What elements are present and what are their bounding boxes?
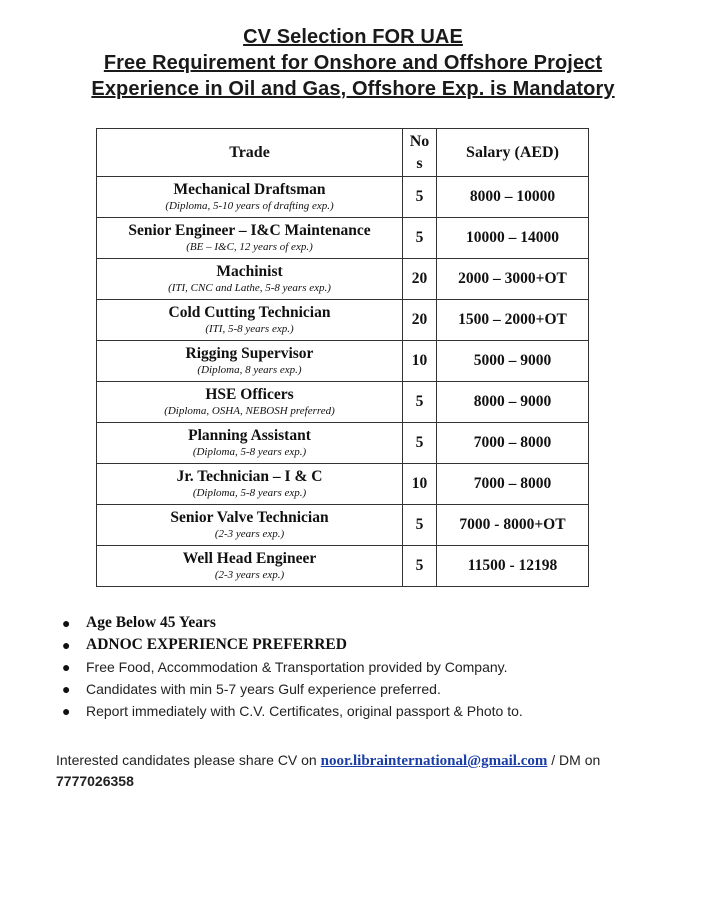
heading-requirement: Free Requirement for Onshore and Offshore Project	[103, 52, 603, 74]
table-header-row	[97, 129, 589, 177]
cell-trade	[97, 505, 403, 546]
contact-line	[56, 750, 656, 791]
cell-nos: 5	[403, 177, 437, 218]
cell-trade	[97, 218, 403, 259]
trade-name: Cold Cutting Technician	[168, 304, 331, 321]
note-text: ADNOC EXPERIENCE PREFERRED	[86, 636, 347, 653]
table-row	[97, 546, 589, 587]
trade-requirement: (ITI, 5-8 years exp.)	[205, 323, 294, 335]
cell-trade	[97, 177, 403, 218]
heading-cv-selection: CV Selection FOR UAE	[243, 26, 463, 48]
cell-salary: 2000 – 3000+OT	[437, 259, 589, 300]
cell-trade	[97, 546, 403, 587]
cell-salary: 10000 – 14000	[437, 218, 589, 259]
cell-nos: 5	[403, 218, 437, 259]
cell-salary: 1500 – 2000+OT	[437, 300, 589, 341]
cell-trade	[97, 423, 403, 464]
cell-trade	[97, 341, 403, 382]
bullet-icon: ●	[62, 659, 71, 675]
trade-requirement: (ITI, CNC and Lathe, 5-8 years exp.)	[168, 282, 331, 294]
note-text: Report immediately with C.V. Certificates, original passport & Photo to.	[86, 703, 523, 719]
list-item	[62, 678, 682, 700]
contact-prefix: Interested candidates please share CV on	[56, 752, 321, 768]
trade-requirement: (Diploma, 5-8 years exp.)	[192, 446, 307, 458]
table-row	[97, 341, 589, 382]
cell-nos: 5	[403, 382, 437, 423]
cell-nos: 5	[403, 505, 437, 546]
heading-experience: Experience in Oil and Gas, Offshore Exp. is Mandatory	[91, 78, 615, 100]
trade-requirement: (Diploma, 5-10 years of drafting exp.)	[165, 200, 334, 212]
table-body	[97, 177, 589, 587]
header-nos-line1: No	[409, 132, 430, 150]
trade-name: Senior Valve Technician	[170, 509, 329, 526]
cell-nos: 10	[403, 341, 437, 382]
table-row	[97, 300, 589, 341]
cell-nos: 5	[403, 423, 437, 464]
trade-requirement: (BE – I&C, 12 years of exp.)	[186, 241, 313, 253]
cell-trade	[97, 464, 403, 505]
contact-middle: / DM on	[547, 752, 601, 768]
cell-nos: 20	[403, 259, 437, 300]
trade-name: Machinist	[216, 263, 283, 280]
list-item	[62, 700, 682, 722]
cell-trade	[97, 382, 403, 423]
trade-requirement: (Diploma, OSHA, NEBOSH preferred)	[164, 405, 335, 417]
cell-trade	[97, 259, 403, 300]
cell-salary: 7000 – 8000	[437, 464, 589, 505]
note-text: Candidates with min 5-7 years Gulf experience preferred.	[86, 681, 441, 697]
list-item	[62, 634, 682, 656]
note-text: Age Below 45 Years	[86, 614, 216, 631]
cell-salary: 11500 - 12198	[437, 546, 589, 587]
trade-name: Mechanical Draftsman	[173, 181, 326, 198]
trade-name: Well Head Engineer	[182, 550, 317, 567]
trade-requirement: (Diploma, 8 years exp.)	[197, 364, 302, 376]
table-row	[97, 218, 589, 259]
jobs-table	[96, 128, 589, 587]
table-row	[97, 505, 589, 546]
table-row	[97, 464, 589, 505]
header-nos	[403, 129, 437, 177]
table-row	[97, 382, 589, 423]
phone-number: 7777026358	[56, 773, 134, 789]
header-trade: Trade	[97, 129, 403, 177]
bullet-icon: ●	[62, 681, 71, 697]
bullet-icon: ●	[62, 637, 71, 653]
table-row	[97, 423, 589, 464]
header-nos-line2: s	[416, 154, 423, 172]
cell-salary: 7000 - 8000+OT	[437, 505, 589, 546]
trade-name: Planning Assistant	[188, 427, 311, 444]
list-item	[62, 656, 682, 678]
cell-salary: 5000 – 9000	[437, 341, 589, 382]
note-text: Free Food, Accommodation & Transportation provided by Company.	[86, 659, 508, 675]
email-link[interactable]: noor.librainternational@gmail.com	[320, 753, 548, 769]
trade-requirement: (Diploma, 5-8 years exp.)	[192, 487, 307, 499]
cell-nos: 20	[403, 300, 437, 341]
trade-requirement: (2-3 years exp.)	[214, 528, 285, 540]
cell-nos: 10	[403, 464, 437, 505]
cell-nos: 5	[403, 546, 437, 587]
header-salary: Salary (AED)	[437, 129, 589, 177]
cell-trade	[97, 300, 403, 341]
cell-salary: 8000 – 9000	[437, 382, 589, 423]
trade-name: Jr. Technician – I & C	[176, 468, 323, 485]
trade-requirement: (2-3 years exp.)	[214, 569, 285, 581]
list-item	[62, 612, 682, 634]
table-row	[97, 177, 589, 218]
cell-salary: 7000 – 8000	[437, 423, 589, 464]
trade-name: Rigging Supervisor	[185, 345, 314, 362]
trade-name: Senior Engineer – I&C Maintenance	[128, 222, 371, 239]
bullet-icon: ●	[62, 703, 71, 719]
notes-list	[62, 612, 682, 722]
page-headings	[0, 24, 706, 102]
cell-salary: 8000 – 10000	[437, 177, 589, 218]
bullet-icon: ●	[62, 615, 71, 631]
table-row	[97, 259, 589, 300]
trade-name: HSE Officers	[205, 386, 294, 403]
